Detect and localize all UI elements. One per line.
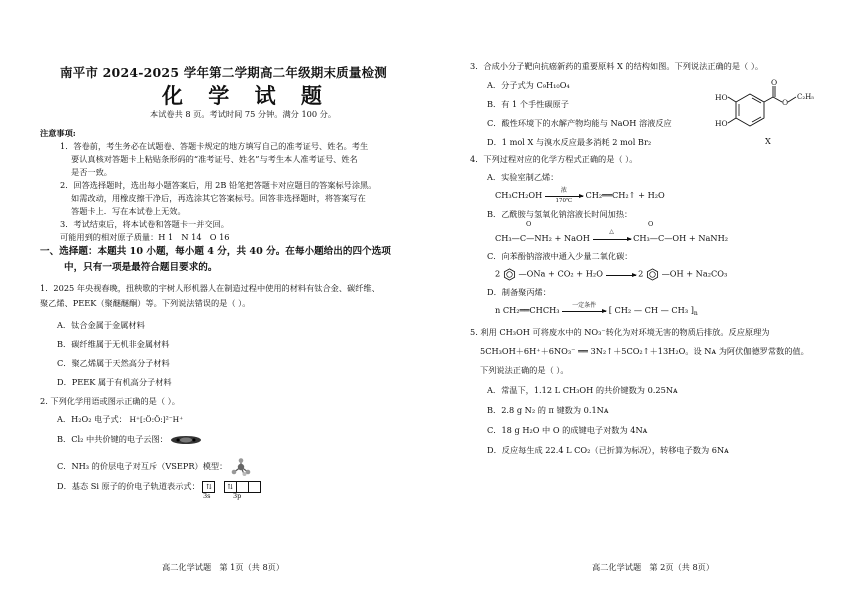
q5-stem: 5. 利用 CH₃OH 可将废水中的 NO₃⁻转化为对环境无害的物质后排放。反应原理为 bbox=[470, 327, 770, 337]
q5-option-a: A．常温下，1.12 L CH₃OH 的共价键数为 0.25Nᴀ bbox=[487, 385, 678, 395]
arrow-condition-over: 浓 bbox=[560, 187, 567, 194]
structure-carbonyl-o: O bbox=[771, 78, 778, 87]
q4-option-d-equation bbox=[495, 302, 698, 317]
q4-b-products: CH₃—C—OH + NaNH₂ bbox=[633, 233, 728, 243]
reaction-arrow bbox=[606, 270, 636, 280]
q1-option-d: D．PEEK 属于有机高分子材料 bbox=[57, 377, 172, 387]
q3-option-a: A．分子式为 C₉H₁₀O₄ bbox=[487, 80, 570, 90]
section-heading: 一、选择题：本题共 10 小题，每小题 4 分，共 40 分。在每小题给出的四个选项 bbox=[40, 246, 391, 257]
orbital-3p-3 bbox=[248, 481, 261, 493]
q4-option-a-equation bbox=[495, 187, 665, 204]
q5-stem-cont: 下列说法正确的是（ ）。 bbox=[480, 365, 569, 375]
structure-ho-top: HO bbox=[715, 93, 728, 102]
exam-info: 本试卷共 8 页。考试时间 75 分钟。满分 100 分。 bbox=[150, 109, 337, 119]
orbital-3p-1: ⇅ bbox=[224, 481, 237, 493]
q4-c-reactants: —ONa + CO₂ + H₂O bbox=[518, 268, 603, 279]
q4-c-products: —OH + Na₂CO₃ bbox=[661, 268, 728, 279]
subject-title: 化 学 试 题 bbox=[162, 83, 331, 108]
benzene-ring-icon bbox=[503, 268, 516, 281]
reaction-arrow bbox=[593, 228, 631, 244]
orbital-label-3p: 3p bbox=[233, 492, 242, 500]
arrow-condition-over: 一定条件 bbox=[572, 302, 597, 309]
q4-option-b-equation bbox=[495, 228, 728, 244]
q4-stem: 4．下列过程对应的化学方程式正确的是（ ）。 bbox=[470, 154, 638, 164]
q3-option-d: D．1 mol X 与溴水反应最多消耗 2 mol Br₂ bbox=[487, 137, 652, 147]
q1-stem: 1．2025 年央视春晚，扭秧歌的宇树人形机器人在制造过程中使用的材料有钛合金、碳纤维、 bbox=[40, 283, 380, 293]
q4-c-coef-right: 2 bbox=[638, 268, 644, 279]
q4-c-coef-left: 2 bbox=[495, 268, 501, 279]
structure-ho-bottom: HO bbox=[715, 119, 728, 128]
q1-stem-cont: 聚乙烯、PEEK（聚醚醚酮）等。下列说法错误的是（ ）。 bbox=[40, 298, 251, 308]
q4-option-a-label: A．实验室制乙烯： bbox=[487, 172, 559, 182]
note-line: 答题卡上．写在本试卷上无效。 bbox=[71, 206, 186, 216]
q4-a-reactants: CH₃CH₂OH bbox=[495, 190, 543, 200]
q2-a-formula: H⁺[:Ö:Ö:]²⁻H⁺ bbox=[129, 415, 184, 424]
q5-option-c: C．18 g H₂O 中 O 的成键电子对数为 4Nᴀ bbox=[487, 425, 648, 435]
exam-title: 南平市 2024-2025 学年第二学期高二年级期末质量检测 bbox=[60, 65, 387, 80]
q4-b-carbonyl-o-left: O bbox=[526, 220, 532, 228]
reaction-arrow bbox=[545, 187, 583, 204]
q2-b-label: B．Cl₂ 中共价键的电子云图： bbox=[57, 434, 168, 444]
section-heading-cont: 中，只有一项是最符合题目要求的。 bbox=[64, 262, 218, 273]
q2-a-label: A．H₂O₂ 电子式： bbox=[57, 414, 127, 424]
note-line: 要认真核对答题卡上粘贴条形码的“准考证号、姓名”与考生本人准考证号、姓名 bbox=[71, 154, 358, 164]
structure-label-x: X bbox=[765, 136, 771, 146]
note-line: 如需改动，用橡皮擦干净后，再选涂其它答案标号。回答非选择题时，将答案写在 bbox=[71, 193, 366, 203]
q5-option-d: D．反应每生成 22.4 L CO₂（已折算为标况），转移电子数为 6Nᴀ bbox=[487, 445, 729, 455]
notes-heading: 注意事项: bbox=[40, 128, 76, 138]
page-footer: 高二化学试题 第 2页（共 8页） bbox=[592, 562, 715, 572]
q4-d-product: [ CH₂ — CH — CH₃ ] bbox=[608, 305, 694, 315]
page-2 bbox=[430, 0, 860, 608]
q4-d-reactant: n CH₂══CHCH₃ bbox=[495, 305, 560, 315]
arrow-condition-under: 170℃ bbox=[555, 198, 573, 204]
note-line: 2．回答选择题时，选出每小题答案后，用 2B 铅笔把答题卡对应题目的答案标号涂黑。 bbox=[60, 180, 377, 190]
q1-option-b: B．碳纤维属于无机非金属材料 bbox=[57, 339, 170, 349]
vsepr-model-icon bbox=[230, 458, 252, 476]
arrow-condition-over: △ bbox=[609, 228, 614, 235]
q2-option-c bbox=[57, 458, 252, 476]
q2-option-d bbox=[57, 481, 260, 493]
q1-option-c: C．聚乙烯属于天然高分子材料 bbox=[57, 358, 170, 368]
q3-stem: 3．合成小分子靶向抗癌新药的重要原料 X 的结构如图。下列说法正确的是（ ）。 bbox=[470, 61, 764, 71]
structure-ester-o: O bbox=[782, 98, 789, 107]
q5-equation: 5CH₃OH＋6H⁺＋6NO₃⁻ ══ 3N₂↑＋5CO₂↑＋13H₂O。设 Nᴀ 为阿伏伽德罗常数的值。 bbox=[480, 346, 809, 356]
note-line: 3．考试结束后，将本试卷和答题卡一并交回。 bbox=[60, 219, 229, 229]
q3-option-b: B．有 1 个手性碳原子 bbox=[487, 99, 569, 109]
atomic-masses: 可能用到的相对原子质量：H 1 N 14 O 16 bbox=[60, 232, 230, 242]
q2-c-label: C．NH₃ 的价层电子对互斥（VSEPR）模型： bbox=[57, 461, 228, 471]
orbital-label-3s: 3s bbox=[203, 492, 211, 500]
electron-cloud-icon bbox=[170, 435, 202, 445]
page-footer: 高二化学试题 第 1页（共 8页） bbox=[162, 562, 285, 572]
q4-option-d-label: D．制备聚丙烯： bbox=[487, 287, 551, 297]
q4-option-c-equation bbox=[495, 268, 727, 281]
benzene-ring-icon bbox=[646, 268, 659, 281]
q2-option-a bbox=[57, 414, 183, 425]
q2-stem: 2. 下列化学用语或图示正确的是（ ）。 bbox=[40, 396, 180, 406]
q3-option-c: C．酸性环境下的水解产物均能与 NaOH 溶液反应 bbox=[487, 118, 672, 128]
q4-option-c-label: C．向苯酚钠溶液中通入少量二氧化碳： bbox=[487, 251, 633, 261]
reaction-arrow bbox=[562, 302, 606, 316]
orbital-3s: ⇅ bbox=[202, 481, 215, 493]
q4-option-b-label: B．乙酰胺与氢氧化钠溶液长时间加热： bbox=[487, 209, 633, 219]
q4-a-products: CH₂══CH₂↑ + H₂O bbox=[585, 190, 665, 200]
q4-b-reactants: CH₃—C—NH₂ + NaOH bbox=[495, 233, 590, 243]
note-line: 1．答卷前，考生务必在试题卷、答题卡规定的地方填写自己的准考证号、姓名。考生 bbox=[60, 141, 369, 151]
q1-option-a: A．钛合金属于金属材料 bbox=[57, 320, 145, 330]
q2-option-b bbox=[57, 434, 202, 445]
q2-d-label: D．基态 Si 原子的价电子轨道表示式： bbox=[57, 481, 200, 491]
note-line: 是否一致。 bbox=[71, 167, 112, 177]
q4-b-carbonyl-o-right: O bbox=[648, 220, 654, 228]
structure-ethyl: C₂H₅ bbox=[797, 93, 815, 101]
q4-d-subscript-n: n bbox=[693, 310, 698, 317]
q5-option-b: B．2.8 g N₂ 的 π 键数为 0.1Nᴀ bbox=[487, 405, 609, 415]
structure-x-diagram bbox=[710, 80, 820, 142]
